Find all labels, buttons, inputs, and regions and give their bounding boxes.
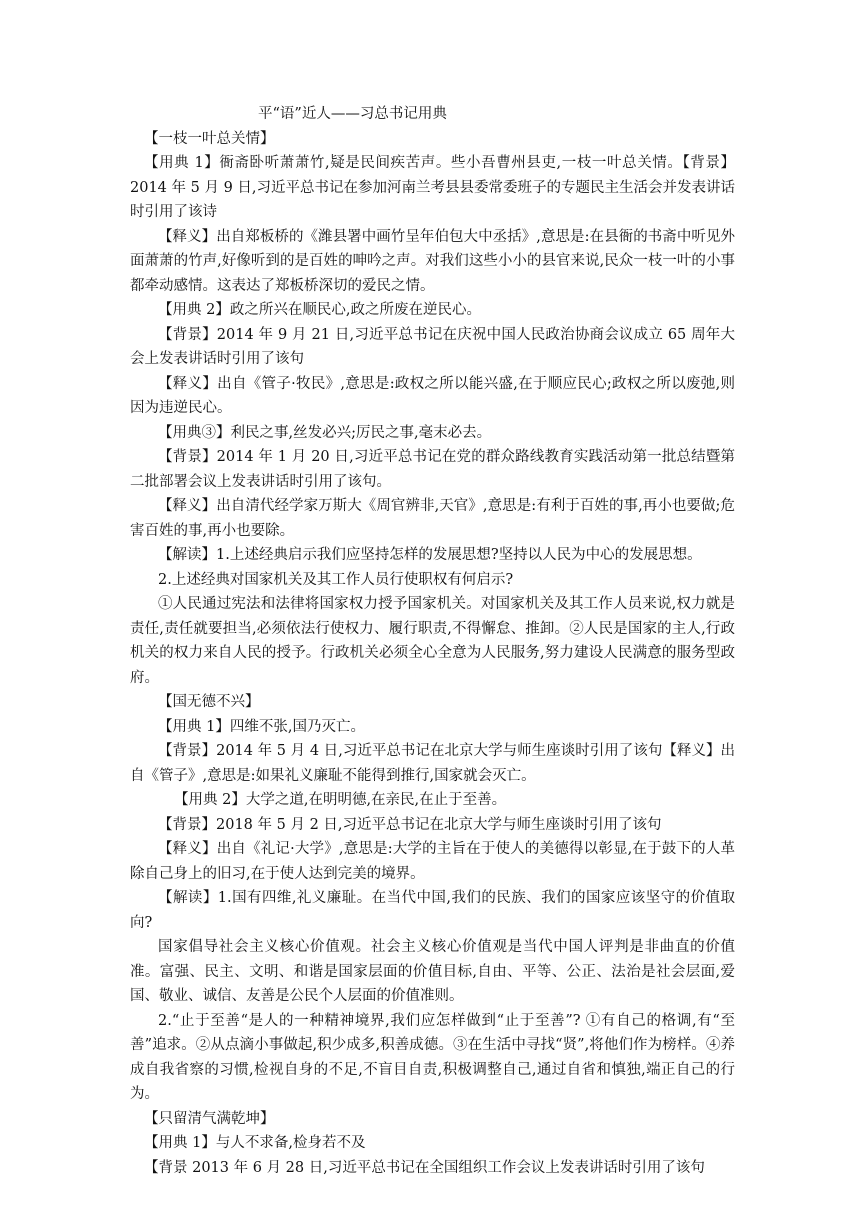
paragraph: 【背景】2014 年 5 月 4 日,习近平总书记在北京大学与师生座谈时引用了该句【释义】出自《管子》,意思是:如果礼义廉耻不能得到推行,国家就会灭亡。 [130, 743, 735, 784]
paragraph: 【释义】出自《管子·牧民》,意思是:政权之所以能兴盛,在于顺应民心;政权之所以废弛,则因为违逆民心。 [130, 375, 735, 416]
paragraph: 国家倡导社会主义核心价值观。社会主义核心价值观是当代中国人评判是非曲直的价值准。富强、民主、文明、和谐是国家层面的价值目标,自由、平等、公正、法治是社会层面,爱国、敬业、诚信、友善是公民个人层面的价值准则。 [130, 939, 735, 1004]
paragraph: 【用典 1】衙斋卧听萧萧竹,疑是民间疾苦声。些小吾曹州县吏,一枝一叶总关情。【背景】2014 年 5 月 9 日,习近平总书记在参加河南兰考县县委常委班子的专题民主生活会并发表讲话时引用了该诗 [130, 155, 736, 220]
paragraph: 【背景】2014 年 9 月 21 日,习近平总书记在庆祝中国人民政治协商会议成立 65 周年大会上发表讲话时引用了该句 [130, 326, 735, 367]
paragraph: 【用典③】利民之事,丝发必兴;厉民之事,毫末必去。 [158, 424, 492, 441]
paragraph: 【只留清气满乾坤】 [144, 1110, 275, 1127]
paragraph: 【背景 2013 年 6 月 28 日,习近平总书记在全国组织工作会议上发表讲话时引用了该句 [144, 1159, 705, 1176]
paragraph: 【国无德不兴】 [158, 694, 260, 710]
document-body [130, 102, 735, 1180]
paragraph-list [130, 127, 735, 1181]
paragraph: ①人民通过宪法和法律将国家权力授予国家机关。对国家机关及其工作人员来说,权力就是责任,责任就要担当,必须依法行使权力、履行职责,不得懈怠、推卸。②人民是国家的主人,行政机关的权力来自人民的授予。行政机关必须全心全意为人民服务,努力建设人民满意的服务型政府。 [130, 596, 735, 686]
paragraph: 【解读】1.上述经典启示我们应坚持怎样的发展思想?坚持以人民为中心的发展思想。 [158, 547, 702, 563]
document-title: 平“语”近人——习总书记用典 [258, 106, 447, 122]
paragraph: 【释义】出自《礼记·大学》,意思是:大学的主旨在于使人的美德得以彰显,在于鼓下的人革除自己身上的旧习,在于使人达到完美的境界。 [130, 841, 735, 882]
paragraph: 2.上述经典对国家机关及其工作人员行使职权有何启示? [158, 571, 514, 588]
paragraph: 【用典 2】大学之道,在明明德,在亲民,在止于至善。 [174, 792, 507, 808]
paragraph: 2.“止于至善“是人的一种精神境界,我们应怎样做到“止于至善”? ①有自己的格调,有“至善”追求。②从点滴小事做起,积少成多,积善成德。③在生活中寻找“贤”,将他们作为榜样。④养成自我省察的习惯,检视自身的不足,不盲目自责,积极调整自己,通过自省和慎独,端正自己的行为。 [130, 1012, 735, 1102]
paragraph: 【解读】1.国有四维,礼义廉耻。在当代中国,我们的民族、我们的国家应该坚守的价值取向? [130, 890, 735, 931]
paragraph: 【一枝一叶总关情】 [144, 130, 275, 147]
paragraph: 【用典 1】四维不张,国乃灭亡。 [158, 718, 365, 735]
paragraph: 【用典 2】政之所兴在顺民心,政之所废在逆民心。 [158, 302, 481, 318]
paragraph: 【用典 1】与人不求备,检身若不及 [144, 1135, 366, 1151]
paragraph: 【释义】出自郑板桥的《潍县署中画竹呈年伯包大中丞括》,意思是:在县衙的书斋中听见外面萧萧的竹声,好像听到的是百姓的呻吟之声。对我们这些小小的县官来说,民众一枝一叶的小事都牵动感情。这表达了郑板桥深切的爱民之情。 [130, 228, 735, 294]
paragraph: 【背景】2018 年 5 月 2 日,习近平总书记在北京大学与师生座谈时引用了该句 [158, 816, 662, 833]
paragraph: 【释义】出自清代经学家万斯大《周官辨非,天官》,意思是:有利于百姓的事,再小也要做;危害百姓的事,再小也要除。 [130, 498, 735, 539]
paragraph: 【背景】2014 年 1 月 20 日,习近平总书记在党的群众路线教育实践活动第一批总结暨第二批部署会议上发表讲话时引用了该句。 [130, 449, 735, 490]
